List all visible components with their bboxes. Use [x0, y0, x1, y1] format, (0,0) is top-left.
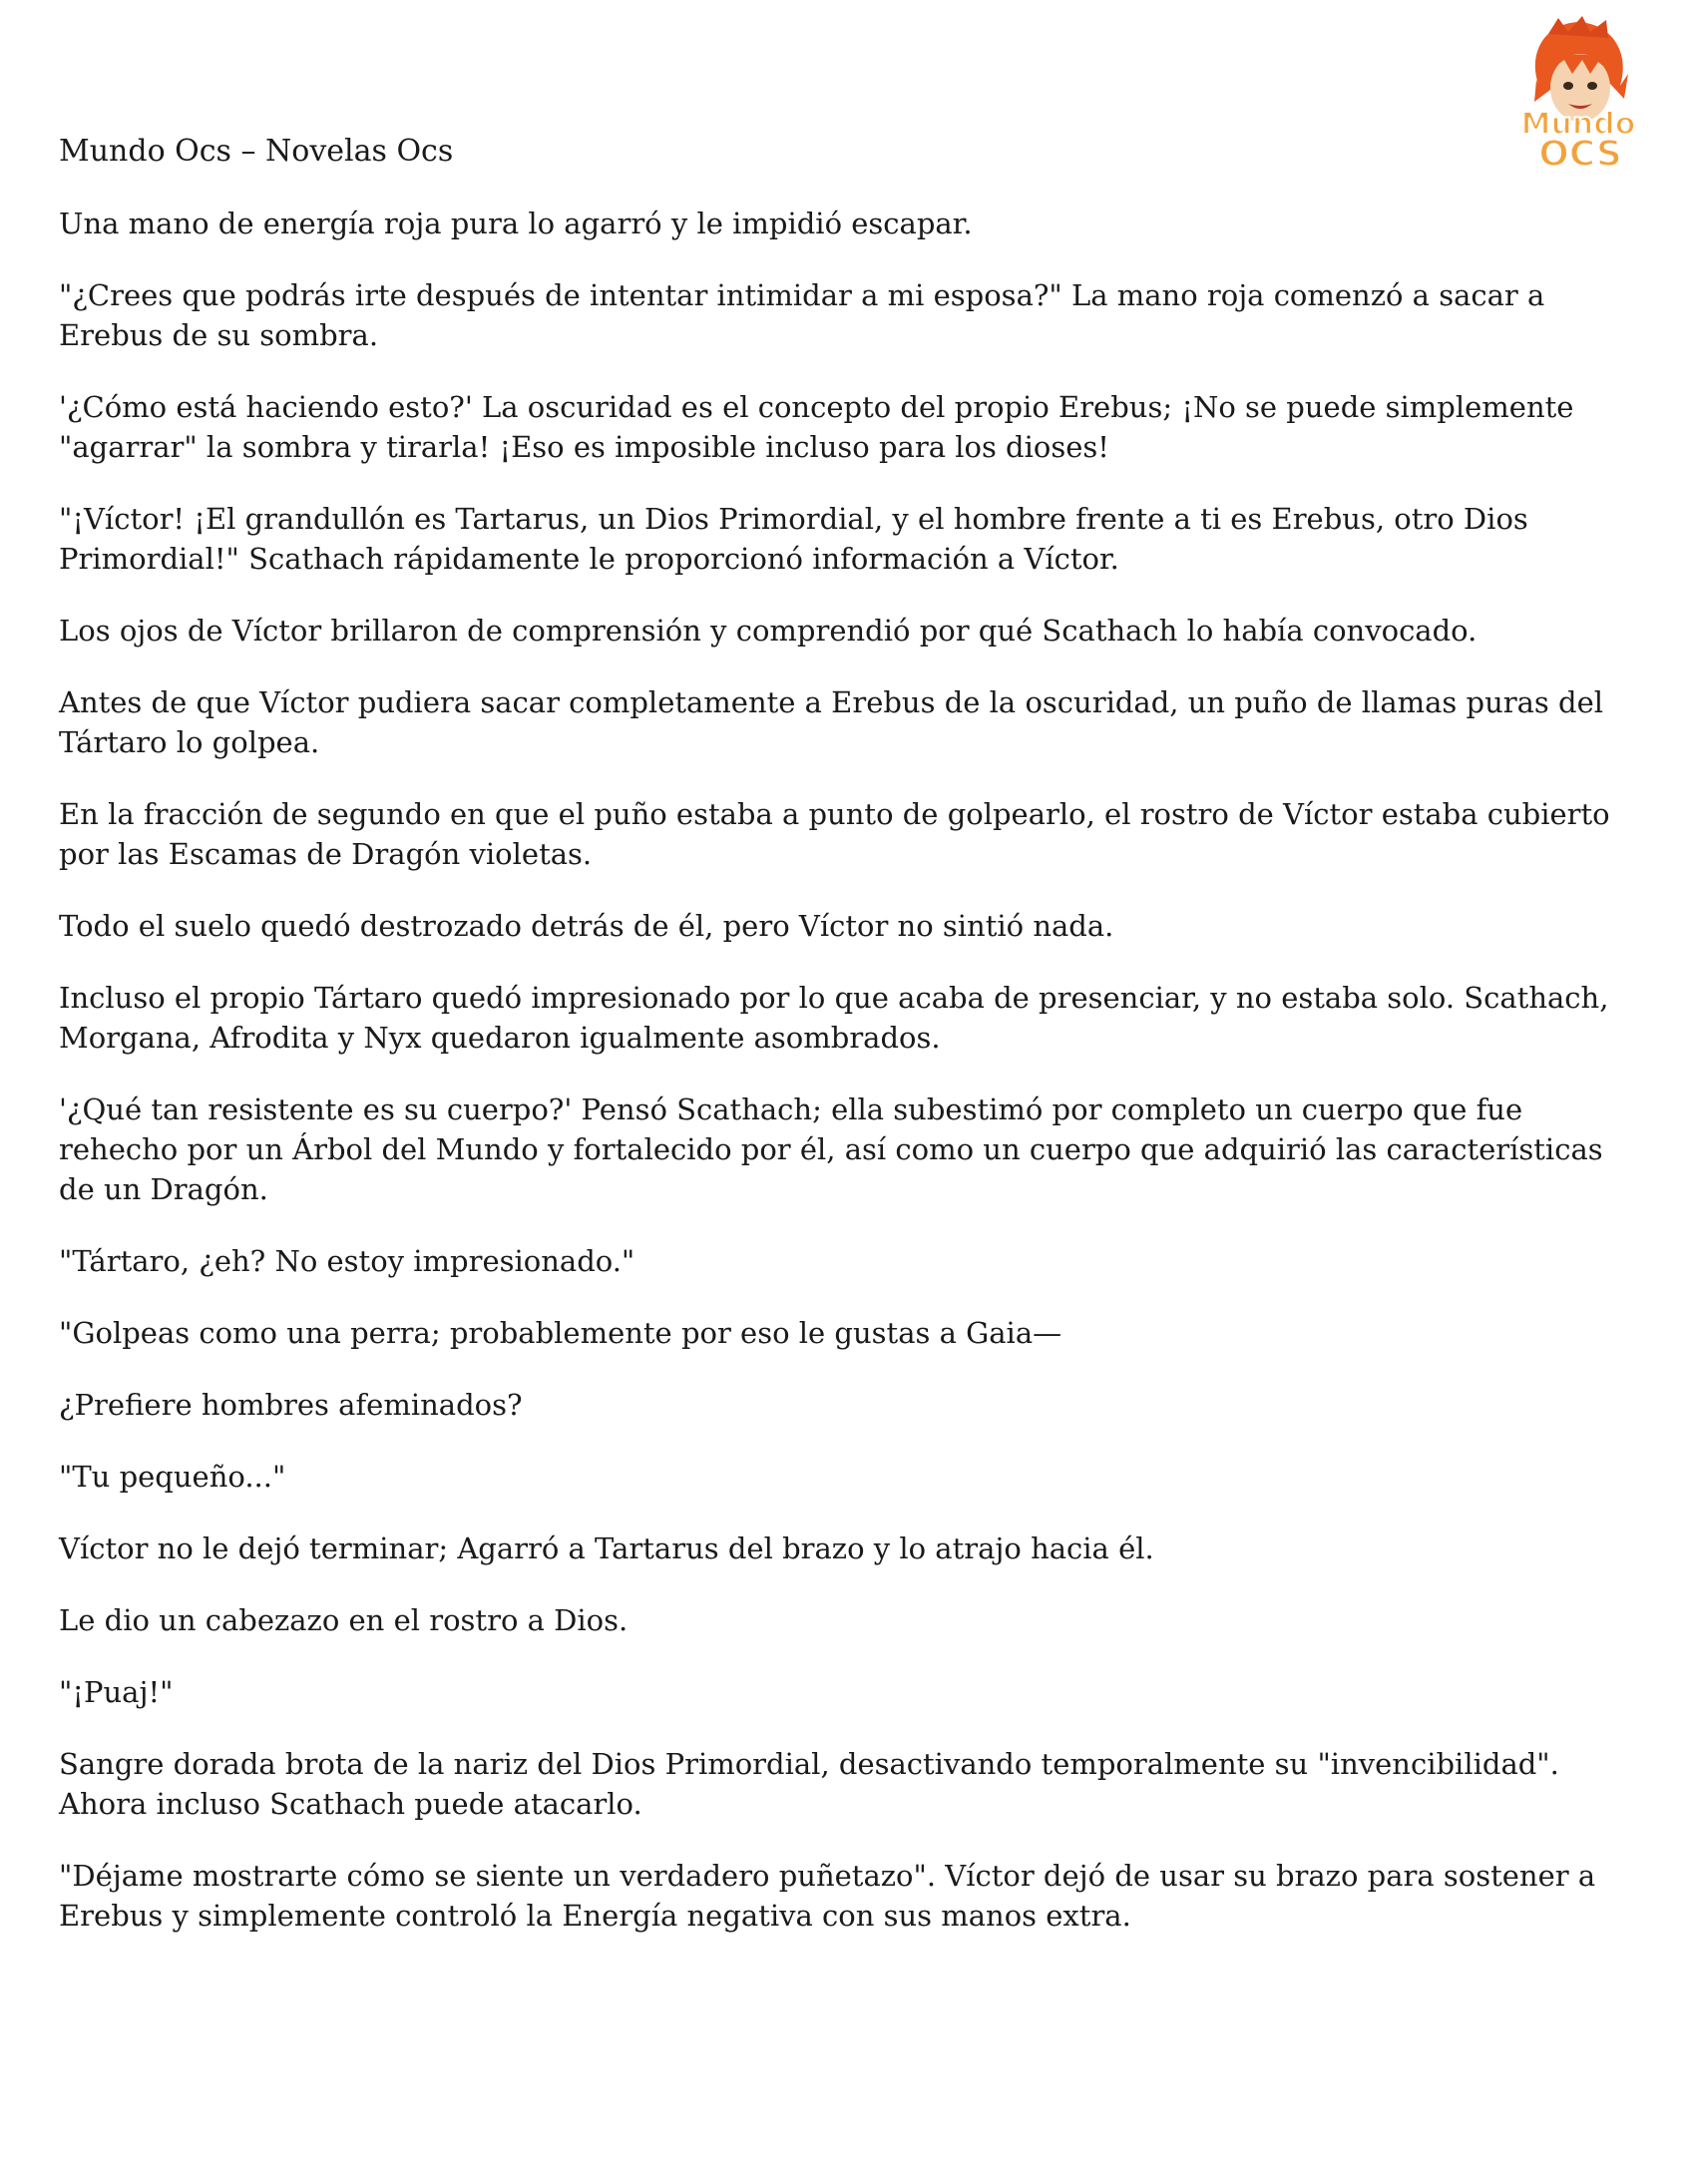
paragraph: "Tu pequeño..."	[59, 1460, 286, 1494]
paragraph: "Tártaro, ¿eh? No estoy impresionado."	[59, 1244, 635, 1278]
paragraph: Antes de que Víctor pudiera sacar completamente a Erebus de la oscuridad, un puño de llamas puras del Tártaro lo golpea.	[59, 685, 1604, 759]
paragraph: "¡Puaj!"	[59, 1675, 174, 1709]
paragraph: Todo el suelo quedó destrozado detrás de él, pero Víctor no sintió nada.	[59, 909, 1114, 943]
mundo-ocs-logo-icon	[1498, 14, 1658, 174]
paragraph: "Golpeas como una perra; probablemente por eso le gustas a Gaia—	[59, 1316, 1062, 1350]
paragraph: "Déjame mostrarte cómo se siente un verdadero puñetazo". Víctor dejó de usar su brazo para sostener a Erebus y simplemente controló la Energía negativa con sus manos extra.	[59, 1859, 1596, 1933]
paragraph: Le dio un cabezazo en el rostro a Dios.	[59, 1603, 629, 1637]
paragraph: '¿Cómo está haciendo esto?' La oscuridad es el concepto del propio Erebus; ¡No se puede simplemente "agarrar" la sombra y tirarla! ¡Eso es imposible incluso para los dioses!	[59, 390, 1574, 464]
paragraph: ¿Prefiere hombres afeminados?	[59, 1388, 523, 1422]
document-body	[59, 204, 1647, 1967]
paragraph: Incluso el propio Tártaro quedó impresionado por lo que acaba de presenciar, y no estaba solo. Scathach, Morgana, Afrodita y Nyx quedaron igualmente asombrados.	[59, 981, 1609, 1055]
svg-text:Mundo: Mundo	[1520, 107, 1636, 142]
paragraph: '¿Qué tan resistente es su cuerpo?' Pensó Scathach; ella subestimó por completo un cuerpo que fue rehecho por un Árbol del Mundo y fortalecido por él, así como un cuerpo que adquirió las características de un Dragón.	[59, 1092, 1603, 1206]
paragraph: Sangre dorada brota de la nariz del Dios Primordial, desactivando temporalmente su "invencibilidad". Ahora incluso Scathach puede atacarlo.	[59, 1747, 1559, 1821]
paragraph: Los ojos de Víctor brillaron de comprensión y comprendió por qué Scathach lo había convocado.	[59, 614, 1477, 648]
paragraph: "¿Crees que podrás irte después de intentar intimidar a mi esposa?" La mano roja comenzó a sacar a Erebus de su sombra.	[59, 278, 1545, 352]
paragraph: Una mano de energía roja pura lo agarró y le impidió escapar.	[59, 207, 973, 240]
paragraph: Víctor no le dejó terminar; Agarró a Tartarus del brazo y lo atrajo hacia él.	[59, 1531, 1154, 1565]
document-header: Mundo Ocs – Novelas Ocs	[59, 134, 454, 169]
svg-text:OCS: OCS	[1538, 134, 1622, 174]
paragraph: "¡Víctor! ¡El grandullón es Tartarus, un Dios Primordial, y el hombre frente a ti es Erebus, otro Dios Primordial!" Scathach rápidamente le proporcionó información a Víctor.	[59, 502, 1528, 576]
paragraph: En la fracción de segundo en que el puño estaba a punto de golpearlo, el rostro de Víctor estaba cubierto por las Escamas de Dragón violetas.	[59, 797, 1610, 871]
